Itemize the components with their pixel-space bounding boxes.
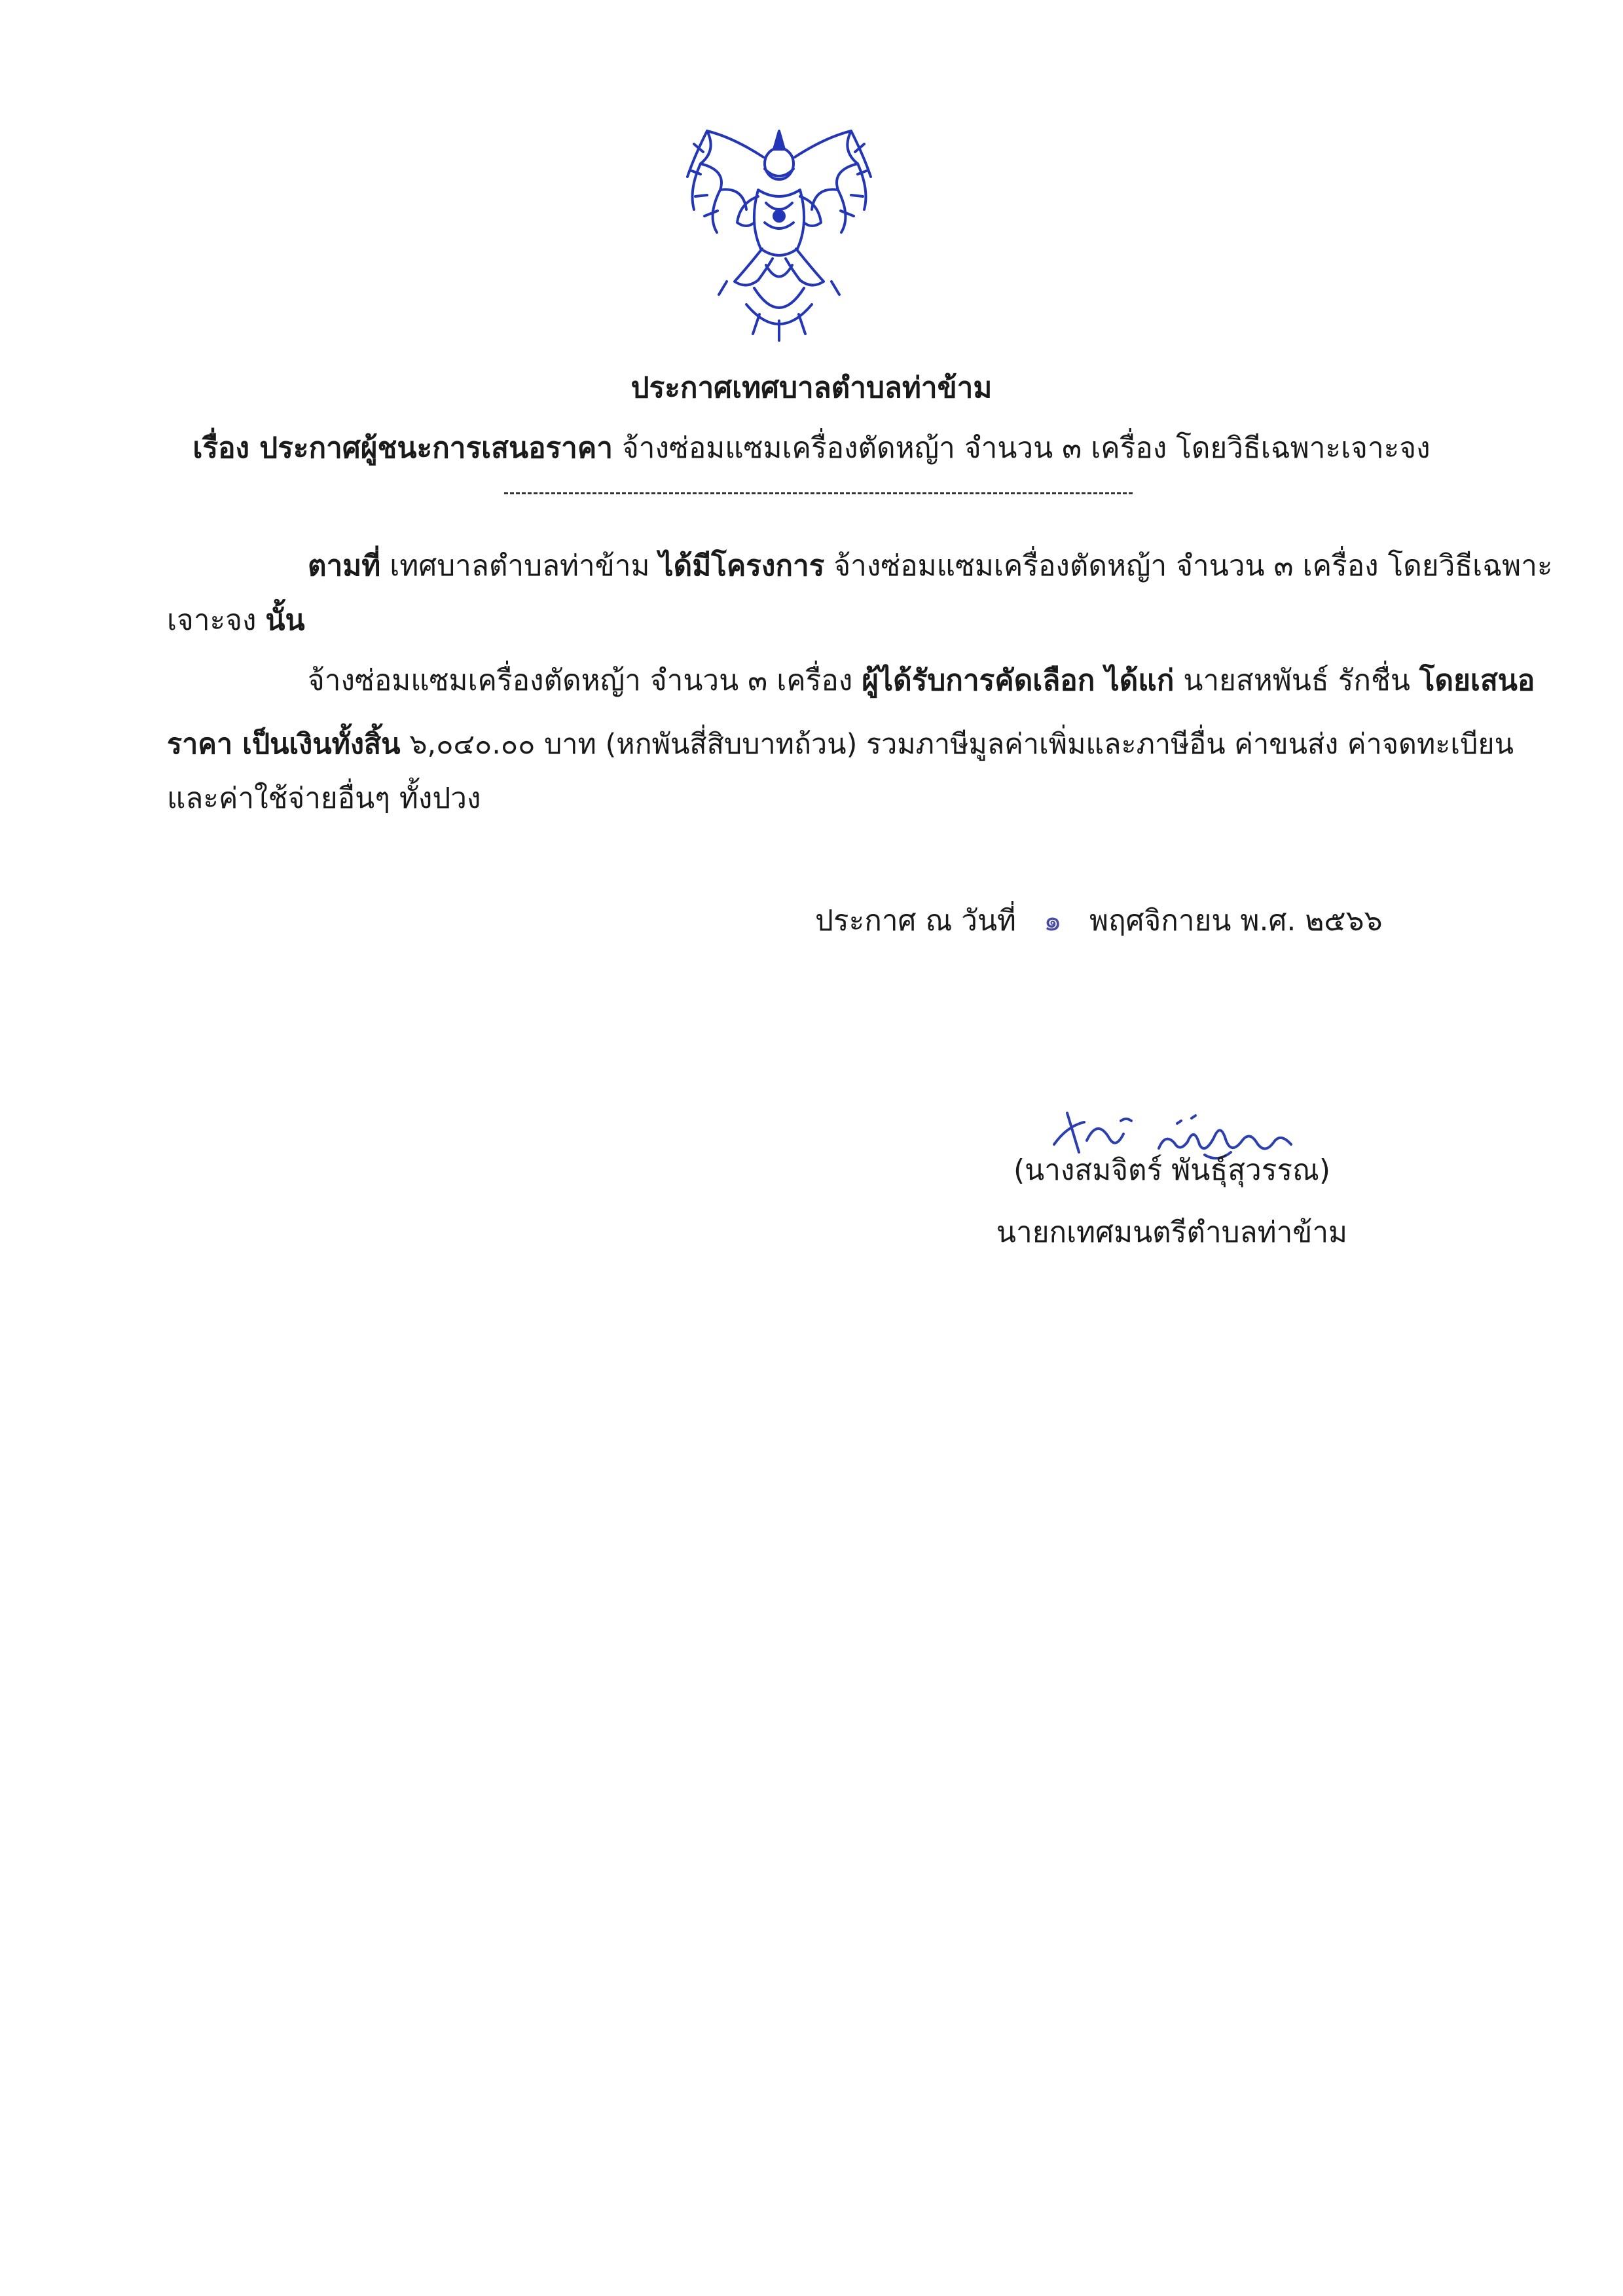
- announcement-month-year: พฤศจิกายน พ.ศ. ๒๕๖๖: [1089, 904, 1383, 938]
- announcement-prefix: ประกาศ ณ วันที่: [815, 904, 1017, 938]
- p2-bold-3: ราคา เป็นเงินทั้งสิ้น: [167, 728, 401, 761]
- paragraph-2-line-2: [167, 725, 1514, 764]
- subject-label: เรื่อง ประกาศผู้ชนะการเสนอราคา: [192, 431, 613, 465]
- p1-bold-3: นั้น: [265, 604, 305, 637]
- document-title-organization: ประกาศเทศบาลตำบลท่าข้าม: [630, 371, 993, 405]
- p2-text-4: และค่าใช้จ่ายอื่นๆ ทั้งปวง: [167, 782, 481, 815]
- p2-bold-2: โดยเสนอ: [1419, 664, 1535, 697]
- p2-text-2: นายสหพันธ์ รักชื่น: [1174, 664, 1419, 697]
- signatory-position: นายกเทศมนตรีตำบลท่าข้าม: [996, 1216, 1348, 1249]
- p1-bold-1: ตามที่: [308, 549, 381, 583]
- announcement-date: [815, 902, 1383, 941]
- p1-text-1: เทศบาลตำบลท่าข้าม: [380, 549, 659, 583]
- p2-text-3: ๖,๐๔๐.๐๐ บาท (หกพันสี่สิบบาทถ้วน) รวมภาษีมูลค่าเพิ่มและภาษีอื่น ค่าขนส่ง ค่าจดทะเบียน: [400, 728, 1514, 761]
- announcement-day: ๑: [1044, 904, 1062, 938]
- paragraph-1-line-1: [308, 547, 1553, 586]
- p1-bold-2: ได้มีโครงการ: [659, 549, 825, 583]
- subject-text: จ้างซ่อมแซมเครื่องตัดหญ้า จำนวน ๓ เครื่อง โดยวิธีเฉพาะเจาะจง: [613, 431, 1431, 465]
- paragraph-1-line-2: [167, 601, 305, 640]
- separator-line: [504, 492, 1133, 494]
- document-subject: [0, 429, 1623, 468]
- p2-text-1: จ้างซ่อมแซมเครื่องตัดหญ้า จำนวน ๓ เครื่อง: [308, 664, 862, 697]
- signatory-name: (นางสมจิตร์ พันธุ์สุวรรณ): [1013, 1154, 1331, 1187]
- paragraph-2-line-1: [308, 661, 1535, 701]
- paragraph-2-line-3: [167, 779, 481, 818]
- garuda-emblem-icon: [681, 118, 877, 347]
- p2-bold-1: ผู้ได้รับการคัดเลือก ได้แก่: [862, 664, 1175, 697]
- p1-text-2: จ้างซ่อมแซมเครื่องตัดหญ้า จำนวน ๓ เครื่อง โดยวิธีเฉพาะ: [824, 549, 1553, 583]
- p1-text-3: เจาะจง: [167, 604, 266, 637]
